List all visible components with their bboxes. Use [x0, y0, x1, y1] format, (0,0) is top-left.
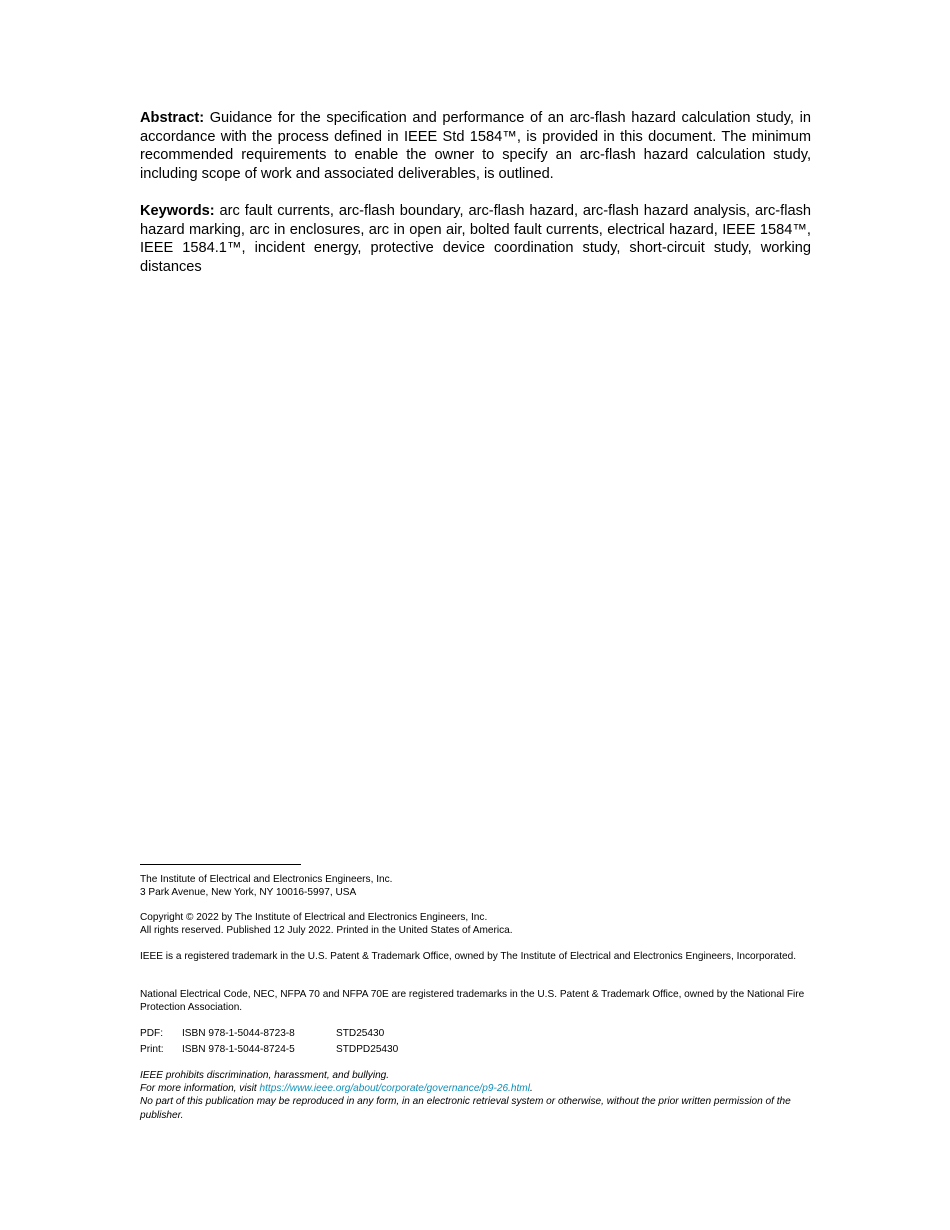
discrimination-policy: IEEE prohibits discrimination, harassment, and bullying. [140, 1070, 390, 1081]
isbn-number: ISBN 978-1-5044-8723-8 [182, 1028, 295, 1039]
abstract-paragraph [140, 109, 811, 183]
policy-link[interactable]: https://www.ieee.org/about/corporate/governance/p9-26.html [259, 1083, 530, 1095]
copyright-line: Copyright © 2022 by The Institute of Electrical and Electronics Engineers, Inc. [140, 912, 488, 923]
isbn-code: STDPD25430 [336, 1044, 399, 1055]
nfpa-trademark-notice: National Electrical Code, NEC, NFPA 70 and NFPA 70E are registered trademarks in the U.S. Patent & Trademark Office, owned by the National Fire Protection Association. [140, 989, 805, 1014]
isbn-number: ISBN 978-1-5044-8724-5 [182, 1044, 295, 1055]
isbn-format: Print: [140, 1044, 164, 1055]
keywords-paragraph [140, 202, 811, 276]
abstract-text: Guidance for the specification and performance of an arc-flash hazard calculation study, in accordance with the process defined in IEEE Std 1584™, is provided in this document. The minimum recommended requirements to enable the owner to specify an arc-flash hazard calculation study, including scope of work and associated deliverables, is outlined. [140, 110, 811, 182]
legal-notice [140, 1069, 811, 1122]
isbn-code: STD25430 [336, 1028, 385, 1039]
reproduction-notice: No part of this publication may be reproduced in any form, in an electronic retrieval system or otherwise, without the prior written permission of the publisher. [140, 1096, 791, 1121]
keywords-text: arc fault currents, arc-flash boundary, arc-flash hazard, arc-flash hazard analysis, arc-flash hazard marking, arc in enclosures, arc in open air, bolted fault currents, electrical hazard, IEEE 1584™, IEEE 1584.1™, incident energy, protective device coordination study, short-circuit study, working distances [140, 203, 811, 275]
footnote-divider [140, 864, 301, 865]
publisher-address: 3 Park Avenue, New York, NY 10016-5997, USA [140, 887, 357, 899]
more-info-suffix: . [529, 1083, 533, 1095]
isbn-format: PDF: [140, 1028, 163, 1039]
publisher-block [140, 873, 811, 899]
copyright-block [140, 911, 811, 937]
publisher-name: The Institute of Electrical and Electronics Engineers, Inc. [140, 874, 393, 885]
ieee-trademark-notice: IEEE is a registered trademark in the U.S. Patent & Trademark Office, owned by The Institute of Electrical and Electronics Engineers, Incorporated. [140, 951, 797, 962]
rights-line: All rights reserved. Published 12 July 2022. Printed in the United States of America. [140, 925, 513, 937]
keywords-label: Keywords: [140, 203, 215, 219]
more-info-prefix: For more information, visit [140, 1083, 260, 1095]
abstract-label: Abstract: [140, 110, 205, 126]
